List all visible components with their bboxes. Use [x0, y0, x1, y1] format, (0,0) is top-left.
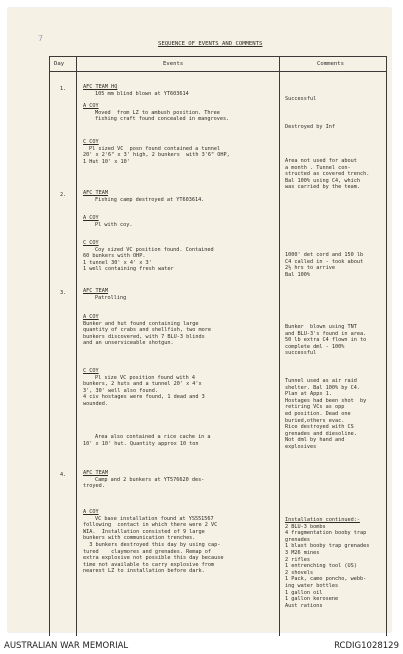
- event-line: 4 civ hostages were found, 1 dead and 3: [83, 394, 205, 401]
- event-line: 20' x 2'6" x 3' high, 2 bunkers with 3'6" OHP,: [83, 152, 230, 159]
- event-line: Moved from LZ to ambush position. Three: [95, 109, 220, 116]
- event-entry: [83, 139, 230, 165]
- unit-heading: A COY: [83, 509, 99, 515]
- table-left-border: [49, 56, 50, 636]
- event-line: 3 bunkers destroyed this day by using cap-: [83, 541, 221, 548]
- header-events: Events: [163, 61, 184, 67]
- day-column-divider: [76, 56, 77, 636]
- comment-line: was carried by the team.: [285, 184, 360, 191]
- event-line: bunkers with communication trenches.: [83, 535, 196, 542]
- event-line: bunkers, 2 huts and a tunnel 20' x 4'x: [83, 381, 202, 388]
- comment-line: 2½ hrs to arrive: [285, 265, 335, 272]
- comment-line: shelter. Bal 100% by C4.: [285, 384, 360, 391]
- event-line: Pl size VC position found with 4: [95, 374, 195, 381]
- event-line: tured claymores and grenades. Remap of: [83, 548, 212, 555]
- event-line: time not available to carry explosive from: [83, 561, 215, 568]
- event-line: VC base installation found at YS551567: [95, 515, 214, 522]
- comment-line: 2 shovels: [285, 569, 314, 576]
- comment-line: Area not used for about: [285, 158, 357, 164]
- comment-entry: [285, 252, 363, 278]
- comment-line: 1 blast booby trap grenades: [285, 543, 370, 550]
- comment-line: 4 fragmentation booby trap: [285, 530, 367, 537]
- comment-line: 1 gallon kerosene: [285, 596, 339, 603]
- comment-line: 2 rifles: [285, 556, 310, 563]
- archive-footer: [0, 639, 403, 654]
- unit-heading: AFC TEAM HQ: [83, 84, 118, 90]
- comment-line: and BLU-3's found in area.: [285, 330, 367, 337]
- event-line: Area also contained a rice cache in a: [95, 434, 211, 440]
- event-line: extra explosive not possible this day because: [83, 555, 224, 562]
- event-line: Coy sized VC position found. Contained: [95, 246, 214, 253]
- events-column-divider: [279, 56, 280, 636]
- comment-line: complete dml - 100%: [285, 343, 345, 350]
- event-line: 1 tunnel 30' x 4' x 3': [83, 259, 152, 266]
- event-entry: [83, 103, 230, 123]
- comment-line: Rice destroyed with CS: [285, 424, 354, 431]
- comment-line: Not dml by hand and: [285, 437, 345, 444]
- comment-line: Installation continued:-: [285, 517, 360, 523]
- unit-heading: A COY: [83, 103, 99, 109]
- unit-heading: C COY: [83, 240, 99, 246]
- event-entry: [83, 314, 211, 347]
- event-line: WIA. Installation consisted of 9 large: [83, 528, 205, 535]
- comment-line: ing water bottles: [285, 582, 339, 589]
- day-number: 3.: [60, 290, 67, 296]
- comment-line: Bunker blown using TNT: [285, 324, 357, 330]
- event-line: and an unserviceable shotgun.: [83, 340, 174, 347]
- comment-entry: [285, 324, 366, 357]
- event-line: 10' x 10' hut. Quantity approx 10 ton: [83, 440, 199, 447]
- unit-heading: C COY: [83, 368, 99, 374]
- document-title: SEQUENCE OF EVENTS AND COMMENTS: [158, 41, 263, 47]
- header-comments: Comments: [317, 61, 344, 67]
- comment-line: 3 M26 mines: [285, 549, 320, 556]
- comment-line: ed position. Dead one: [285, 410, 351, 417]
- comment-line: Bal 100% using C4, which: [285, 177, 360, 184]
- comment-line: retiring VCs as opp: [285, 404, 345, 411]
- event-line: 105 mm blind blown at YT603614: [95, 90, 189, 97]
- comment-line: 1 Pack, camo poncho, webb-: [285, 576, 367, 583]
- header-day: Day: [54, 61, 65, 67]
- unit-heading: AFC TEAM: [83, 288, 108, 294]
- event-line: troyed.: [83, 483, 105, 490]
- unit-heading: AFC TEAM: [83, 470, 108, 476]
- comment-line: Tunnel used as air raid: [285, 378, 357, 384]
- day-number: 1.: [60, 86, 67, 92]
- event-entry: [83, 509, 224, 575]
- comment-line: grenades and diesoline.: [285, 430, 357, 437]
- unit-heading: AFC TEAM: [83, 190, 108, 196]
- comment-line: Hostages had been shot by: [285, 397, 367, 404]
- event-entry: [83, 190, 205, 203]
- event-line: wounded.: [83, 400, 108, 407]
- archive-name: AUSTRALIAN WAR MEMORIAL: [4, 641, 129, 651]
- comment-line: structed as covered trench.: [285, 171, 370, 178]
- comment-line: Successful: [285, 96, 317, 102]
- event-entry: [83, 470, 205, 490]
- event-line: nearest LZ to installation before dark.: [83, 568, 205, 575]
- event-entry: [83, 84, 189, 97]
- event-line: fishing craft found concealed in mangroves.: [95, 116, 230, 123]
- event-line: quantity of crabs and shellfish, two more: [83, 327, 212, 334]
- event-line: Patrolling: [95, 294, 127, 301]
- archive-reference: RCDIG1028129: [334, 641, 399, 651]
- event-entry: [83, 240, 214, 273]
- event-entry: [83, 368, 205, 408]
- event-line: 1 well containing fresh water: [83, 266, 174, 273]
- comment-line: a month . Tunnel con-: [285, 164, 351, 171]
- unit-heading: C COY: [83, 139, 99, 145]
- event-line: Fishing camp destroyed at YT603614.: [95, 196, 205, 203]
- table-right-border: [386, 56, 387, 636]
- unit-heading: A COY: [83, 314, 99, 320]
- event-line: 60 bunkers with OHP.: [83, 253, 146, 260]
- comment-line: 1 gallon oil: [285, 589, 323, 596]
- comment-line: successful: [285, 350, 317, 357]
- comment-line: C4 called in - took about: [285, 258, 364, 265]
- event-entry: [83, 288, 127, 301]
- unit-heading: A COY: [83, 215, 99, 221]
- event-line: Pl sized VC posn found contained a tunnel: [89, 145, 221, 152]
- event-entry: [83, 434, 211, 447]
- comment-line: explosives: [285, 443, 317, 450]
- event-line: Camp and 2 bunkers at YT576620 des-: [95, 476, 205, 483]
- comment-line: Aust rations: [285, 602, 323, 609]
- event-line: Pl with coy.: [95, 221, 133, 228]
- event-line: 1 Hut 10' x 10': [83, 158, 130, 165]
- event-entry: [83, 215, 133, 228]
- comment-line: Bal 100%: [285, 271, 310, 278]
- comment-line: Destroyed by Inf: [285, 124, 335, 130]
- day-number: 4.: [60, 472, 67, 478]
- page-mark: 7: [38, 34, 44, 43]
- event-line: 3', 30' well also found.: [83, 387, 158, 394]
- comment-line: 1000' det cord and 150 lb: [285, 252, 364, 258]
- comment-line: buried,others evac.: [285, 417, 345, 424]
- comment-line: 2 BLU-3 bombs: [285, 523, 326, 530]
- comment-entry: [285, 378, 366, 451]
- comment-line: grenades: [285, 536, 310, 543]
- table-top-rule: [49, 56, 387, 57]
- comment-entry: [285, 517, 369, 609]
- comment-line: Plan at Appx 1.: [285, 391, 332, 398]
- table-header-rule: [49, 71, 387, 72]
- event-line: following contact in which there were 2 VC: [83, 522, 218, 529]
- comment-entry: [285, 96, 316, 103]
- day-number: 2.: [60, 192, 67, 198]
- event-line: Bunker and hut found containing large: [83, 320, 199, 327]
- event-line: bunkers discovered, with 7 BLU-3 blinds: [83, 333, 205, 340]
- comment-line: 50 lb extra C4 flown in to: [285, 337, 367, 344]
- comment-line: 1 entrenching tool (US): [285, 563, 357, 570]
- comment-entry: [285, 158, 369, 191]
- comment-entry: [285, 124, 335, 131]
